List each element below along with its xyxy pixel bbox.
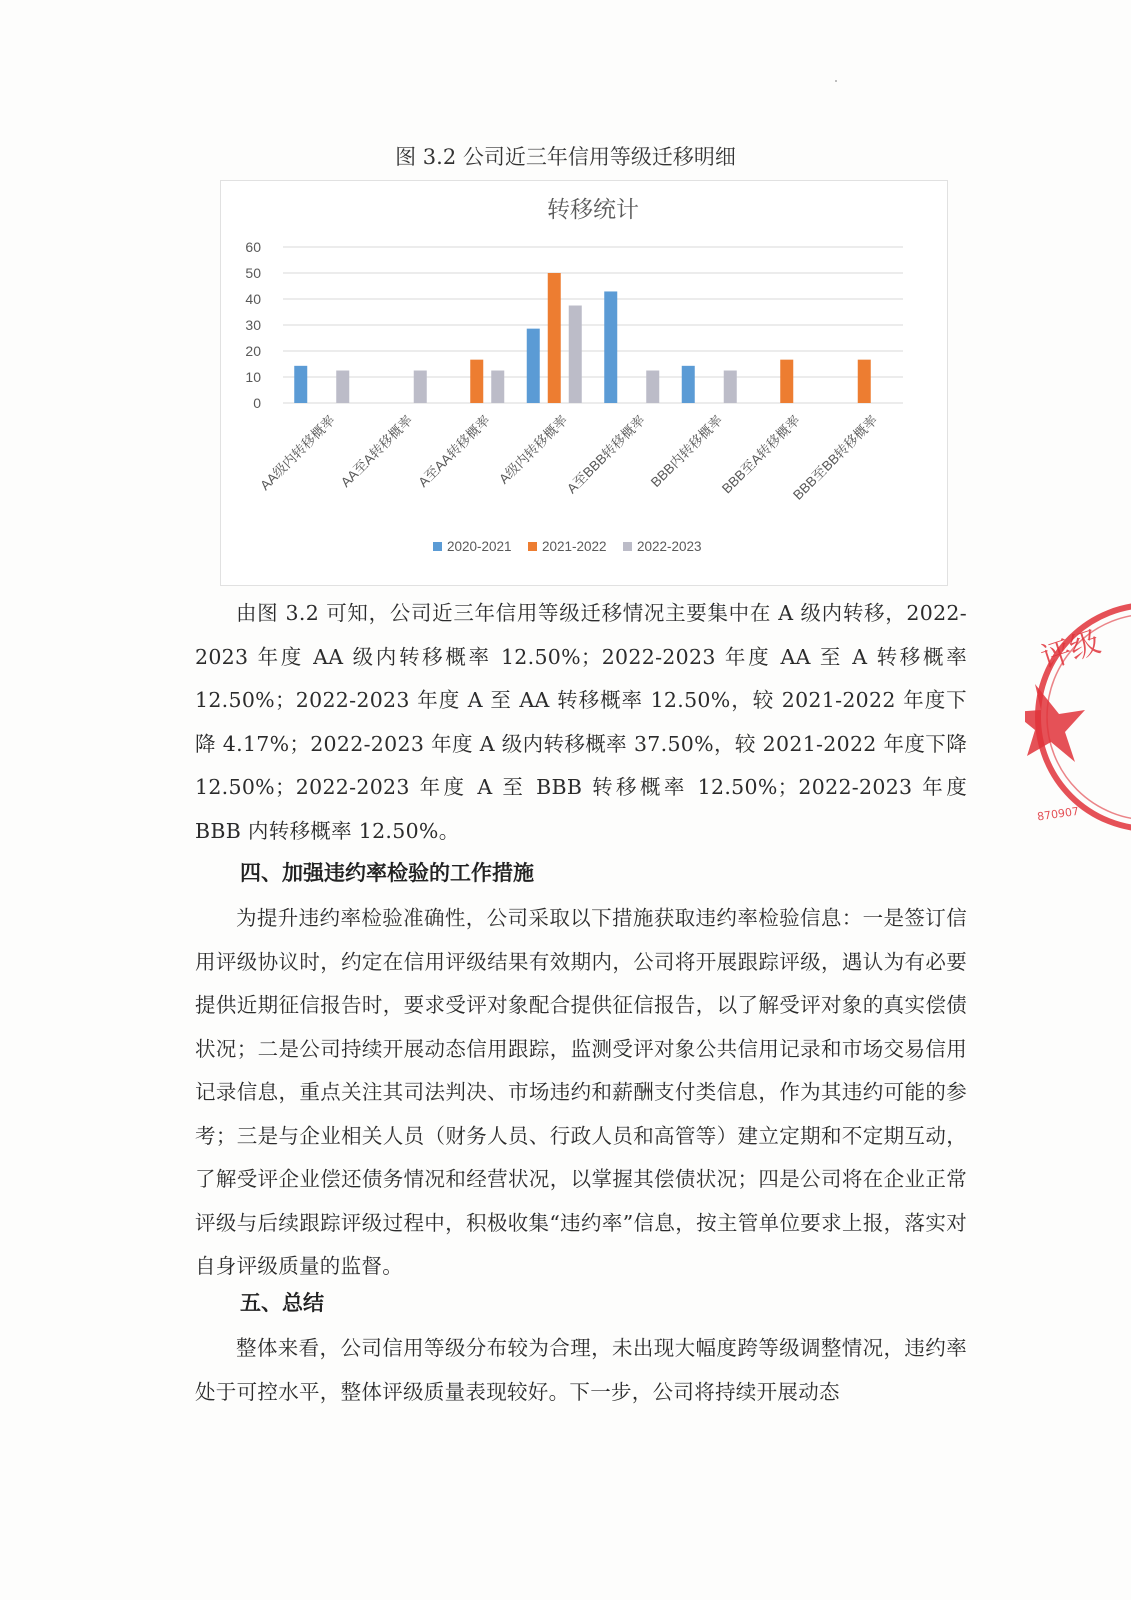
x-category-label: AA至A转移概率	[337, 412, 416, 490]
legend-swatch	[623, 542, 632, 551]
chart-title: 转移统计	[547, 197, 639, 223]
x-category-label: A至BBB转移概率	[564, 412, 648, 497]
figure-caption: 图 3.2 公司近三年信用等级迁移明细	[395, 145, 736, 169]
y-tick-label: 50	[245, 265, 261, 281]
svg-text:870907: 870907	[1036, 804, 1080, 824]
bar-2021-2022	[470, 360, 483, 403]
legend-label: 2020-2021	[447, 539, 512, 554]
paragraph-text: 为提升违约率检验准确性，公司采取以下措施获取违约率检验信息：一是签订信用评级协议时，约定在信用评级结果有效期内，公司将开展跟踪评级，遇认为有必要提供近期征信报告时，要求受评对象配合提供征信报告，以了解受评对象的真实偿债状况；二是公司持续开展动态信用跟踪，监测受评对象公共信用记录和市场交易信用记录信息，重点关注其司法判决、市场违约和薪酬支付类信息，作为其违约可能的参考；三是与企业相关人员（财务人员、行政人员和高管等）建立定期和不定期互动，了解受评企业偿还债务情况和经营状况，以掌握其偿债状况；四是公司将在企业正常评级与后续跟踪评级过程中，积极收集“违约率”信息，按主管单位要求上报，落实对自身评级质量的监督。	[195, 906, 967, 1278]
bar-2022-2023	[569, 306, 582, 404]
y-tick-label: 30	[245, 317, 261, 333]
chart-container	[220, 180, 948, 586]
bar-chart	[221, 181, 947, 585]
svg-text:评级: 评级	[1036, 624, 1105, 677]
y-tick-label: 60	[245, 239, 261, 255]
legend-swatch	[528, 542, 537, 551]
bar-2020-2021	[294, 366, 307, 403]
summary-paragraph	[195, 1327, 967, 1414]
bar-2022-2023	[646, 371, 659, 404]
section-heading-summary: 五、总结	[240, 1291, 324, 1315]
bar-2020-2021	[682, 366, 695, 403]
x-category-label: A级内转移概率	[496, 412, 571, 487]
analysis-paragraph	[195, 592, 967, 853]
legend-label: 2022-2023	[637, 539, 702, 554]
x-category-label: BBB内转移概率	[647, 412, 726, 490]
y-tick-label: 10	[245, 369, 261, 385]
bar-2021-2022	[780, 360, 793, 403]
x-category-label: AA级内转移概率	[257, 412, 338, 494]
legend-label: 2021-2022	[542, 539, 607, 554]
bar-2022-2023	[336, 371, 349, 404]
scan-speck	[835, 80, 837, 82]
paragraph-text: 整体来看，公司信用等级分布较为合理，未出现大幅度跨等级调整情况，违约率处于可控水平，整体评级质量表现较好。下一步，公司将持续开展动态	[195, 1336, 967, 1404]
section-heading-measures: 四、加强违约率检验的工作措施	[240, 861, 534, 885]
measures-paragraph	[195, 897, 967, 1289]
bar-2020-2021	[527, 329, 540, 403]
y-tick-label: 40	[245, 291, 261, 307]
bar-2021-2022	[858, 360, 871, 403]
bar-2022-2023	[724, 371, 737, 404]
paragraph-text: 由图 3.2 可知，公司近三年信用等级迁移情况主要集中在 A 级内转移，2022-2023 年度 AA 级内转移概率 12.50%；2022-2023 年度 AA 至 A 转移概率 12.50%；2022-2023 年度 A 至 AA 转移概率 12.50%，较 2021-2022 年度下降 4.17%；2022-2023 年度 A 级内转移概率 37.50%，较 2021-2022 年度下降 12.50%；2022-2023 年度 A 至 BBB 转移概率 12.50%；2022-2023 年度 BBB 内转移概率 12.50%。	[195, 601, 967, 843]
company-seal	[1025, 592, 1131, 842]
x-category-label: BBB至A转移概率	[719, 412, 803, 497]
bar-2022-2023	[491, 371, 504, 404]
y-tick-label: 0	[253, 395, 261, 411]
bar-2021-2022	[548, 273, 561, 403]
bar-2022-2023	[414, 371, 427, 404]
legend-swatch	[433, 542, 442, 551]
x-category-label: A至AA转移概率	[415, 412, 493, 490]
bar-2020-2021	[604, 291, 617, 403]
y-tick-label: 20	[245, 343, 261, 359]
x-category-label: BBB至BB转移概率	[790, 412, 881, 503]
